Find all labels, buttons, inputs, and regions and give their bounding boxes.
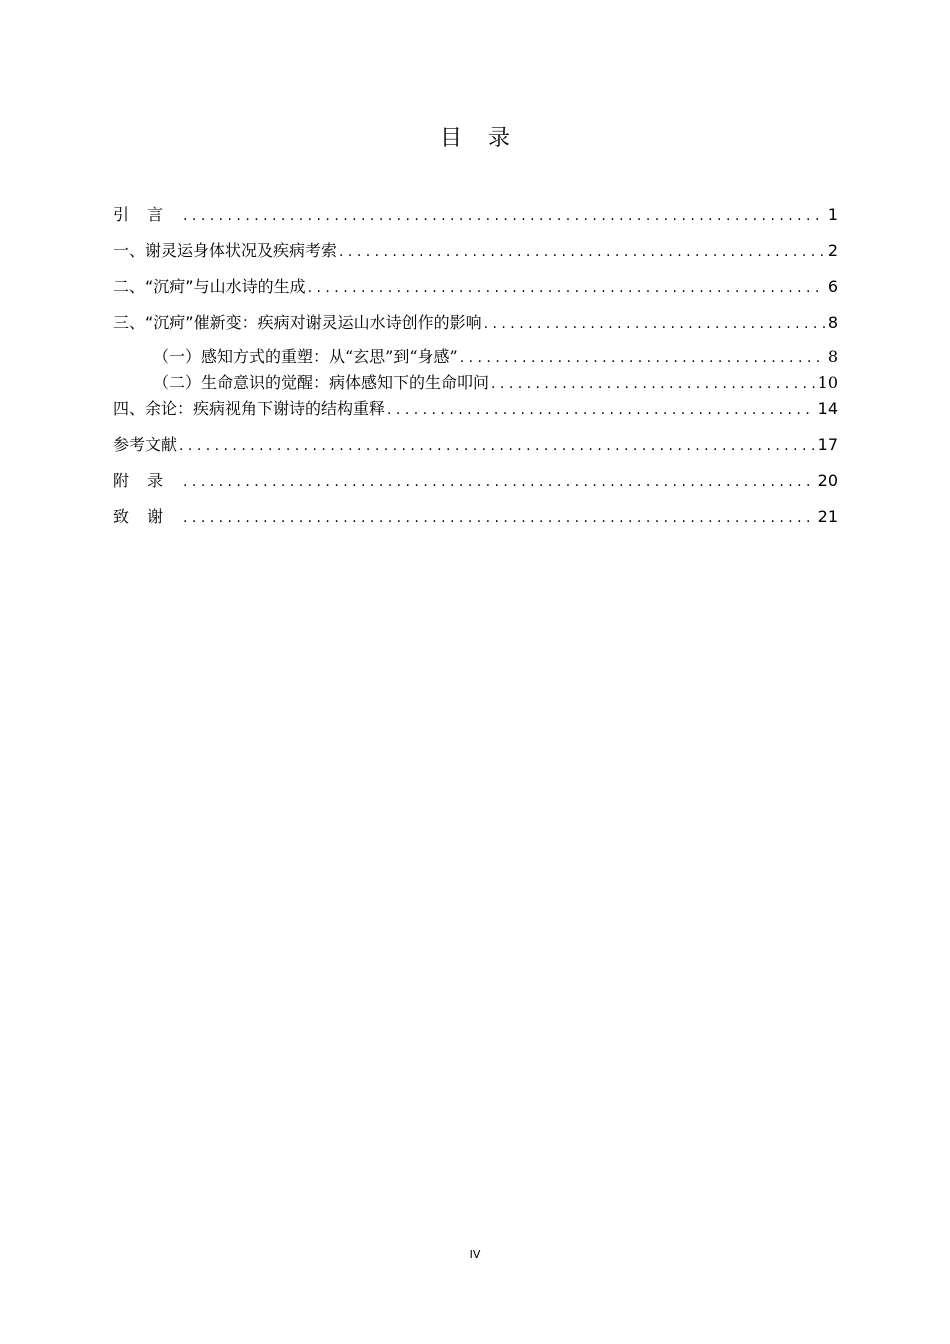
- toc-leader-dots: [484, 311, 825, 337]
- toc-entry-chapter-3[interactable]: [113, 310, 838, 344]
- toc-entry-appendix[interactable]: [113, 468, 838, 504]
- toc-entry-label: （二）生命意识的觉醒：病体感知下的生命叩问: [153, 373, 490, 392]
- toc-entry-page: 10: [817, 373, 838, 392]
- toc-leader-dots: [460, 345, 825, 370]
- toc-entry-page: 17: [817, 435, 838, 454]
- toc-entry-label: 致谢: [113, 507, 182, 526]
- toc-entry-label: （一）感知方式的重塑：从“玄思”到“身感”: [153, 347, 458, 366]
- toc-entry-label: 引言: [113, 205, 182, 224]
- toc-entry-page: 8: [827, 313, 838, 332]
- toc-leader-dots: [179, 433, 815, 459]
- toc-entry-chapter-1[interactable]: [113, 238, 838, 274]
- toc-leader-dots: [308, 275, 825, 301]
- page-number: IV: [469, 1248, 481, 1261]
- toc-entry-label: 附录: [113, 471, 182, 490]
- toc-entry-label: 三、“沉疴”催新变：疾病对谢灵运山水诗创作的影响: [113, 313, 482, 332]
- toc-entry-page: 1: [827, 205, 838, 224]
- toc-leader-dots: [387, 397, 815, 423]
- toc-entry-acknowledgements[interactable]: [113, 504, 838, 540]
- toc-leader-dots: [183, 505, 815, 531]
- toc-entry-page: 20: [817, 471, 838, 490]
- toc-entry-page: 21: [817, 507, 838, 526]
- toc-entry-page: 2: [827, 241, 838, 260]
- toc-entry-section-3-2[interactable]: [113, 370, 838, 396]
- toc-entry-references[interactable]: [113, 432, 838, 468]
- table-of-contents: [113, 202, 838, 540]
- toc-entry-chapter-2[interactable]: [113, 274, 838, 310]
- toc-entry-introduction[interactable]: [113, 202, 838, 238]
- toc-leader-dots: [339, 239, 825, 265]
- toc-entry-section-3-1[interactable]: [113, 344, 838, 370]
- toc-leader-dots: [183, 469, 815, 495]
- toc-leader-dots: [183, 203, 825, 229]
- toc-entry-label: 二、“沉疴”与山水诗的生成: [113, 277, 306, 296]
- toc-entry-label: 参考文献: [113, 435, 178, 454]
- toc-leader-dots: [491, 371, 815, 396]
- toc-entry-label: 一、谢灵运身体状况及疾病考索: [113, 241, 338, 260]
- toc-entry-page: 6: [827, 277, 838, 296]
- page-title: 目录: [439, 126, 536, 151]
- toc-entry-page: 8: [827, 347, 838, 366]
- toc-entry-label: 四、余论：疾病视角下谢诗的结构重释: [113, 399, 386, 418]
- toc-entry-page: 14: [817, 399, 838, 418]
- toc-entry-chapter-4[interactable]: [113, 396, 838, 432]
